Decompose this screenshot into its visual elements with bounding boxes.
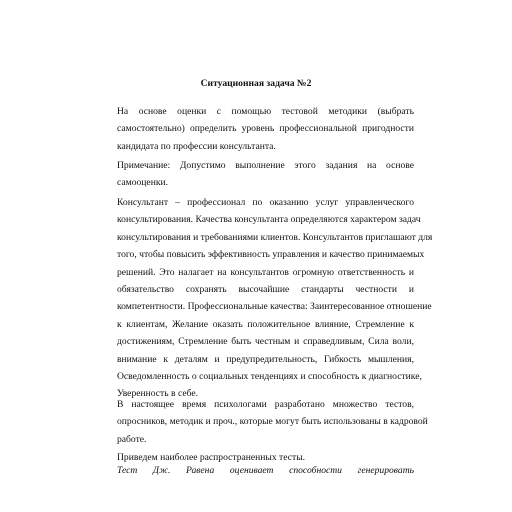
paragraph-line: В настоящее время психологами разработано множество тестов, xyxy=(117,399,414,410)
paragraph-line: самооценки. xyxy=(117,177,169,189)
paragraph-line: Примечание: Допустимо выполнение этого задания на основе xyxy=(117,160,414,171)
paragraph-line: Приведем наиболее распространенных тесты. xyxy=(117,452,306,463)
paragraph-line: кандидата по профессии консультанта. xyxy=(117,140,276,152)
cut-off-line xyxy=(117,462,414,476)
paragraph-line: работе. xyxy=(117,433,147,445)
paragraph-line: опросников, методик и проч., которые могут быть использованы в кадровой xyxy=(117,416,428,428)
paragraph-line: Осведомленность о социальных тенденциях и способность к диагностике, xyxy=(117,371,422,383)
paragraph-line: консультирования и требованиями клиентов. Консультантов приглашают для xyxy=(117,231,433,243)
paragraph-1 xyxy=(117,103,414,155)
paragraph-line: внимание к деталям и предупредительность, Гибкость мышления, xyxy=(117,353,414,365)
paragraph-line: компетентности. Профессиональные качества: Заинтересованное отношение xyxy=(117,301,432,313)
paragraph-line: обязательство сохранять высочайшие стандарты честности и xyxy=(117,284,414,296)
paragraph-line: Уверенность в себе. xyxy=(117,388,198,400)
paragraph-line: того, чтобы повысить эффективность управления и качество принимаемых xyxy=(117,249,425,261)
paragraph-2 xyxy=(117,157,414,192)
paragraph-line: консультирования. Качества консультанта определяются характером задач xyxy=(117,214,421,226)
paragraph-line: Тест Дж. Равена оценивает способности генерировать xyxy=(117,465,414,476)
paragraph-4 xyxy=(117,396,428,448)
paragraph-line: Консультант – профессионал по оказанию услуг управленческого xyxy=(117,197,414,208)
paragraph-3 xyxy=(117,194,433,403)
paragraph-line: самостоятельно) определить уровень профессиональной пригодности xyxy=(117,123,414,135)
paragraph-line: решений. Это налагает на консультантов огромную ответственность и xyxy=(117,266,414,278)
document-title: Ситуационная задача №2 xyxy=(200,78,312,89)
paragraph-line: достижениям, Стремление быть честным и справедливым, Сила воли, xyxy=(117,336,414,348)
paragraph-line: к клиентам, Желание оказать положительное влияние, Стремление к xyxy=(117,318,414,330)
paragraph-line: На основе оценки с помощью тестовой методики (выбрать xyxy=(117,106,414,117)
